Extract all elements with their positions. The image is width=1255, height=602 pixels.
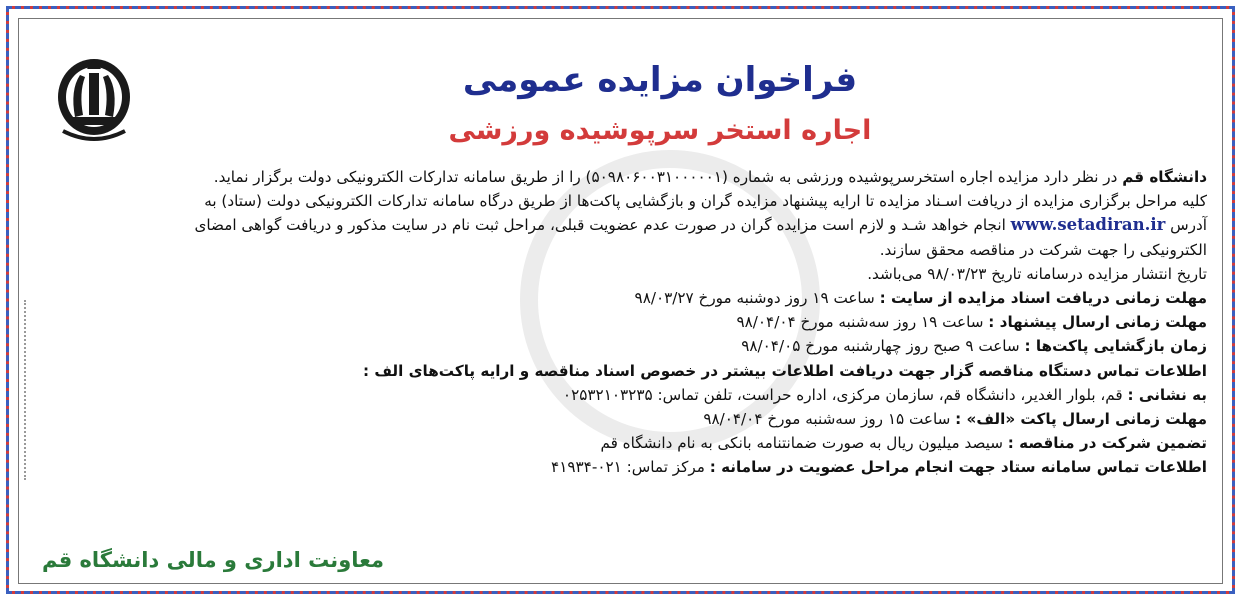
line-guarantee bbox=[47, 431, 1207, 455]
postal-address-value: قم، بلوار الغدیر، دانشگاه قم، سازمان مرکزی، اداره حراست، تلفن تماس: ۰۲۵۳۲۱۰۳۲۳۵ bbox=[562, 385, 1128, 404]
line-doc-deadline bbox=[47, 286, 1207, 310]
line-envelope-a-deadline bbox=[47, 407, 1207, 431]
line-process: کلیه مراحل برگزاری مزایده از دریافت اسـناد مزایده تا ارایه پیشنهاد مزایده گران و بازگشایی پاکت‌ها از طریق درگاه سامانه تدارکات الکترونیکی دولت (ستاد) به bbox=[204, 192, 1207, 211]
envelope-a-value: ساعت ۱۵ روز سه‌شنبه مورخ ۹۸/۰۴/۰۴ bbox=[703, 410, 956, 429]
line-publish-date: تاریخ انتشار مزایده درسامانه تاریخ ۹۸/۰۳/۲۳ می‌باشد. bbox=[867, 264, 1207, 283]
line-contact-heading bbox=[47, 359, 1207, 383]
address-prefix: آدرس bbox=[1165, 216, 1207, 235]
opening-time-value: ساعت ۹ صبح روز چهارشنبه مورخ ۹۸/۰۴/۰۵ bbox=[741, 337, 1025, 356]
envelope-a-label: مهلت زمانی ارسال پاکت «الف» : bbox=[955, 410, 1207, 429]
line-certificate: الکترونیکی را جهت شرکت در مناقصه محقق سازند. bbox=[879, 240, 1207, 259]
line-intro bbox=[47, 165, 1207, 189]
setad-contact-value: مرکز تماس: ۰۲۱-۴۱۹۳۴ bbox=[551, 458, 710, 477]
address-suffix: انجام خواهد شـد و لازم است مزایده گران در صورت عدم عضویت قبلی، مراحل ثبت نام در سایت مذکور و دریافت گواهی امضای bbox=[194, 216, 1011, 235]
guarantee-label: تضمین شرکت در مناقصه : bbox=[1007, 434, 1207, 453]
side-margin-marks bbox=[24, 300, 32, 480]
page-title: فراخوان مزایده عمومی bbox=[462, 60, 858, 100]
university-name: دانشگاه قم bbox=[1122, 168, 1207, 186]
signature: معاونت اداری و مالی دانشگاه قم bbox=[42, 548, 384, 572]
line-setad-contact bbox=[47, 455, 1207, 479]
intro-text: در نظر دارد مزایده اجاره استخرسرپوشیده ورزشی به شماره (۵۰۹۸۰۶۰۰۳۱۰۰۰۰۰۱) را از طریق سامانه تدارکات الکترونیکی دولت برگزار نماید. bbox=[213, 168, 1123, 186]
line-address bbox=[47, 213, 1207, 237]
doc-deadline-label: مهلت زمانی دریافت اسناد مزایده از سایت : bbox=[879, 289, 1207, 308]
opening-time-label: زمان بازگشایی پاکت‌ها : bbox=[1024, 337, 1207, 356]
university-emblem-icon bbox=[55, 55, 133, 145]
line-offer-deadline bbox=[47, 310, 1207, 334]
offer-deadline-label: مهلت زمانی ارسال پیشنهاد : bbox=[988, 313, 1207, 332]
line-postal-address bbox=[47, 383, 1207, 407]
notice-body bbox=[47, 165, 1207, 480]
contact-heading: اطلاعات تماس دستگاه مناقصه گزار جهت دریافت اطلاعات بیشتر در خصوص اسناد مناقصه و ارایه پاکت‌های الف : bbox=[362, 361, 1207, 380]
setad-link[interactable]: www.setadiran.ir bbox=[1010, 215, 1166, 235]
offer-deadline-value: ساعت ۱۹ روز سه‌شنبه مورخ ۹۸/۰۴/۰۴ bbox=[736, 313, 989, 332]
setad-contact-label: اطلاعات تماس سامانه ستاد جهت انجام مراحل عضویت در سامانه : bbox=[709, 458, 1207, 477]
doc-deadline-value: ساعت ۱۹ روز دوشنبه مورخ ۹۸/۰۳/۲۷ bbox=[634, 289, 880, 308]
guarantee-value: سیصد میلیون ریال به صورت ضمانتنامه بانکی به نام دانشگاه قم bbox=[600, 434, 1008, 453]
postal-address-label: به نشانی : bbox=[1127, 385, 1207, 404]
line-opening-time bbox=[47, 334, 1207, 358]
page-subtitle: اجاره استخر سرپوشیده ورزشی bbox=[448, 115, 872, 146]
